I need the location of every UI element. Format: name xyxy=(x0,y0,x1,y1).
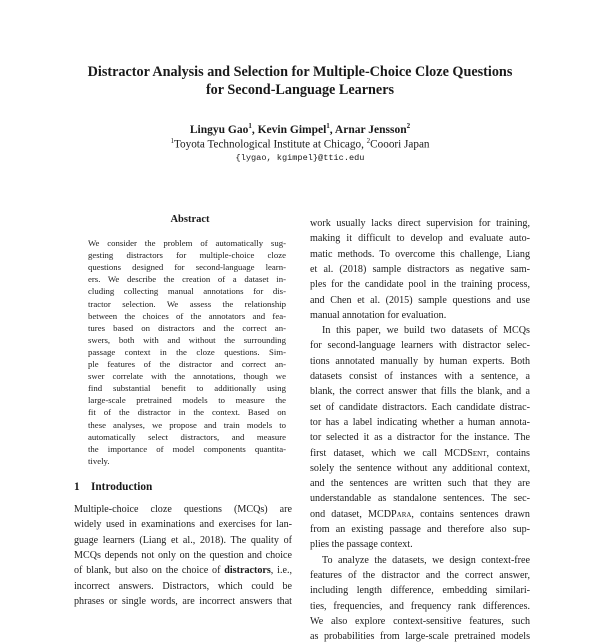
body-text-line: tions annotated manually by human experts. Both xyxy=(310,355,530,367)
abstract-line: swers, both with and without the surrounding xyxy=(88,334,286,345)
body-text-line: blank, the correct answer that fills the blank, and a xyxy=(310,386,530,398)
body-text-line: and the sentences are written such that they are xyxy=(310,478,530,490)
body-text-line: MCQs depends not only on the question and choice xyxy=(74,549,292,561)
body-text-line: for second-language learners with distractor selec- xyxy=(310,340,530,352)
body-text-line: including length difference, embedding similari- xyxy=(310,585,530,597)
abstract-line: We consider the problem of automatically sug- xyxy=(88,238,286,248)
body-text-line: widely used in examinations and exercises for lan- xyxy=(74,519,292,531)
affiliation-line xyxy=(0,137,600,151)
affiliation-name: Cooori Japan xyxy=(370,138,430,151)
body-text-line: To analyze the datasets, we design context-free xyxy=(322,554,530,566)
affiliation-marker: 1 xyxy=(170,137,174,145)
body-text-line: from an existing passage and therefore also sup- xyxy=(310,524,530,535)
body-text-line: ties, frequencies, and frequency rank differences. xyxy=(310,600,530,612)
abstract-line: ple features of the distractor and correct an- xyxy=(88,359,286,369)
body-text-line: In this paper, we build two datasets of MCQs xyxy=(322,325,530,337)
author-affil-marker: 2 xyxy=(406,122,411,130)
paper-title xyxy=(60,63,540,99)
abstract-line: find substantial benefit to additionally using xyxy=(88,383,286,394)
author-affil-marker: 1 xyxy=(248,122,252,130)
abstract-line: questions designed for second-language learn- xyxy=(88,262,286,273)
body-text-line: work usually lacks direct supervision for training, xyxy=(310,218,530,229)
body-text-line: features of the distractor and the correct answer, xyxy=(310,569,530,581)
abstract-line: tractor selection. We assess the relationship xyxy=(88,298,286,309)
body-text-line: datasets consist of instances with a sentence, a xyxy=(310,371,530,382)
abstract-line: the importance of model components quantita- xyxy=(88,443,286,454)
body-text-line: et al. (2018) sample distractors as negative sam- xyxy=(310,263,530,275)
body-text-line: and Chen et al. (2015) sample questions and use xyxy=(310,294,530,306)
affiliation-marker: 2 xyxy=(366,137,371,145)
section-heading-introduction xyxy=(74,481,152,493)
affiliation-name: Toyota Technological Institute at Chicago, xyxy=(173,138,367,151)
abstract-line: fit of the distractor in the context. Based on xyxy=(88,407,286,418)
body-text-line: set of candidate distractors. Each candidate distrac- xyxy=(310,401,530,413)
abstract-line: automatically select distractors, and measure xyxy=(88,431,286,442)
body-text-line: tor selected it as a distractor for the instance. The xyxy=(310,432,530,444)
author-name: Lingyu Gao xyxy=(189,123,249,136)
body-text-line: ples for the candidate pool in the training process, xyxy=(310,279,530,291)
author-name: Kevin Gimpel xyxy=(257,123,327,136)
body-text-line: manual annotation for evaluation. xyxy=(310,309,447,321)
title-line-1: Distractor Analysis and Selection for Multiple-Choice Cloze Questions xyxy=(87,64,513,80)
body-text-line: guage learners (Liang et al., 2018). The quality of xyxy=(74,534,292,546)
abstract-line: between the choices of the annotators and fea- xyxy=(88,310,286,321)
body-text-line: as probabilities from large-scale pretrained models xyxy=(310,631,530,643)
body-text-line: tor has a label indicating whether a human annota- xyxy=(310,416,530,428)
body-text-line: Multiple-choice cloze questions (MCQs) are xyxy=(74,504,292,515)
author-name: Arnar Jensson xyxy=(334,123,407,136)
abstract-line: ers. We describe the creation of a dataset in- xyxy=(88,274,286,285)
abstract-line: tures based on distractors and the correct an- xyxy=(88,322,286,333)
abstract-line: large-scale pretrained models to measure the xyxy=(88,395,286,406)
abstract-line: cluding collecting manual annotations for dis- xyxy=(88,286,286,297)
author-email: {lygao, kgimpel}@ttic.edu xyxy=(235,153,365,163)
body-text-line: of blank, but also on the choice of distractors, i.e., xyxy=(74,565,292,577)
abstract-line: these analyses, we propose and train models to xyxy=(88,419,286,430)
abstract-line: swer correlate with the annotations, though we xyxy=(88,371,286,382)
body-text-line: first dataset, which we call MCDSent, contains xyxy=(310,447,530,459)
section-title: Introduction xyxy=(91,481,153,493)
section-number: 1 xyxy=(74,481,80,493)
author-affil-marker: 1 xyxy=(326,122,330,130)
body-text-line: phrases or single words, are incorrect answers that xyxy=(74,595,292,607)
abstract-line: passage context in the cloze questions. Sim- xyxy=(88,346,286,357)
body-text-line: plies the passage context. xyxy=(310,539,413,551)
author-list: Lingyu Gao$^1$, Kevin Gimpel$^1$, Arnar Jensson$^2$ xyxy=(189,122,411,136)
title-line-2: for Second-Language Learners xyxy=(205,82,395,98)
body-text-line: incorrect answers. Distractors, which could be xyxy=(74,580,292,592)
body-text-line: solely the sentence without any additional context, xyxy=(310,462,530,474)
body-text-line: understandable as standalone sentences. The sec- xyxy=(310,493,530,505)
body-text-line: We also explore context-sensitive features, such xyxy=(310,615,530,627)
abstract-line: tively. xyxy=(88,455,110,466)
body-text-line: making it difficult to develop and evaluate auto- xyxy=(310,233,530,245)
body-text-line: matic methods. To overcome this challenge, Liang xyxy=(310,248,530,260)
abstract-heading: Abstract xyxy=(170,214,210,225)
abstract-line: gesting distractors for multiple-choice cloze xyxy=(88,250,286,261)
body-text-line: ond dataset, MCDPara, contains sentences drawn xyxy=(310,508,530,520)
